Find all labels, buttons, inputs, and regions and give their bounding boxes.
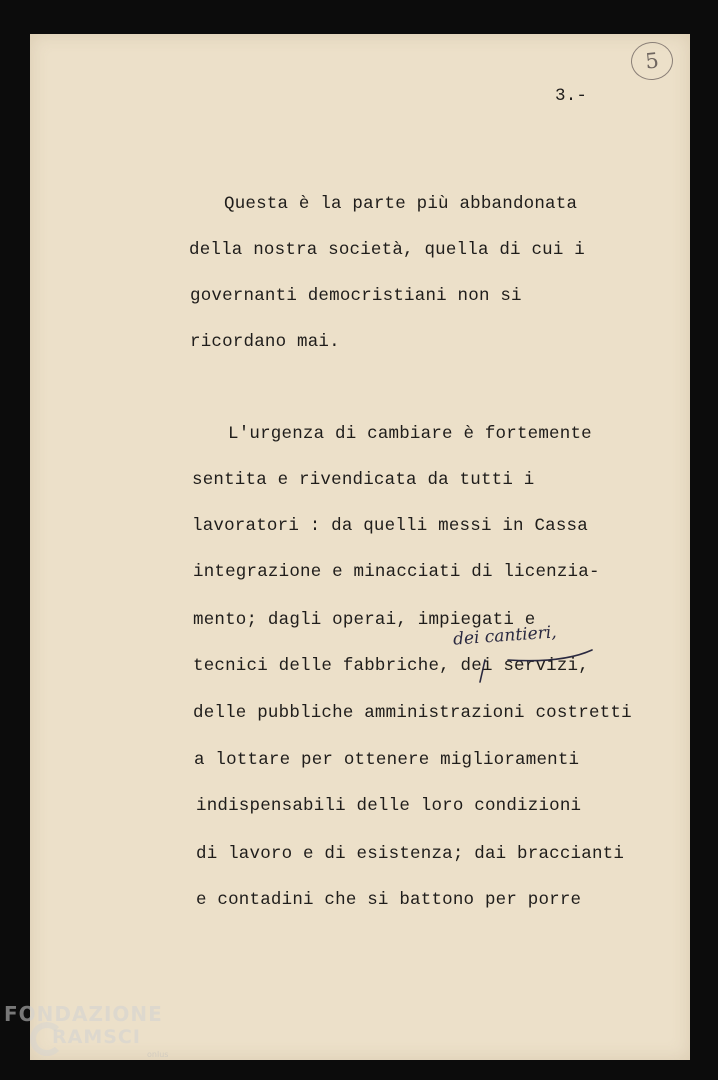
text-line: della nostra società, quella di cui i xyxy=(189,240,585,260)
text-line: mento; dagli operai, impiegati e xyxy=(193,610,536,630)
text-line: tecnici delle fabbriche, dei servizi, xyxy=(193,656,589,676)
text-line: Questa è la parte più abbandonata xyxy=(224,194,578,214)
text-line: integrazione e minacciati di licenzia- xyxy=(193,562,600,582)
text-line: sentita e rivendicata da tutti i xyxy=(192,470,535,490)
handwritten-insertion: dei cantieri, xyxy=(452,622,558,650)
watermark-line1: FONDAZIONE xyxy=(4,1002,163,1026)
fondazione-gramsci-watermark xyxy=(4,1002,184,1078)
text-line: L'urgenza di cambiare è fortemente xyxy=(228,424,592,444)
text-line: indispensabili delle loro condizioni xyxy=(196,796,582,816)
page-number: 3.- xyxy=(555,86,588,106)
watermark-line2: RAMSCI xyxy=(52,1026,141,1048)
watermark-small: onlus xyxy=(147,1050,169,1059)
text-line: delle pubbliche amministrazioni costretti xyxy=(193,703,632,723)
text-line: governanti democristiani non si xyxy=(190,286,522,306)
text-line: a lottare per ottenere miglioramenti xyxy=(194,750,580,770)
text-line: ricordano mai. xyxy=(190,332,340,352)
archive-page-number: 5 xyxy=(629,40,675,82)
insertion-caret-mark xyxy=(470,640,600,686)
text-line: di lavoro e di esistenza; dai braccianti xyxy=(196,844,625,864)
text-line: lavoratori : da quelli messi in Cassa xyxy=(192,516,588,536)
text-line: e contadini che si battono per porre xyxy=(196,890,582,910)
